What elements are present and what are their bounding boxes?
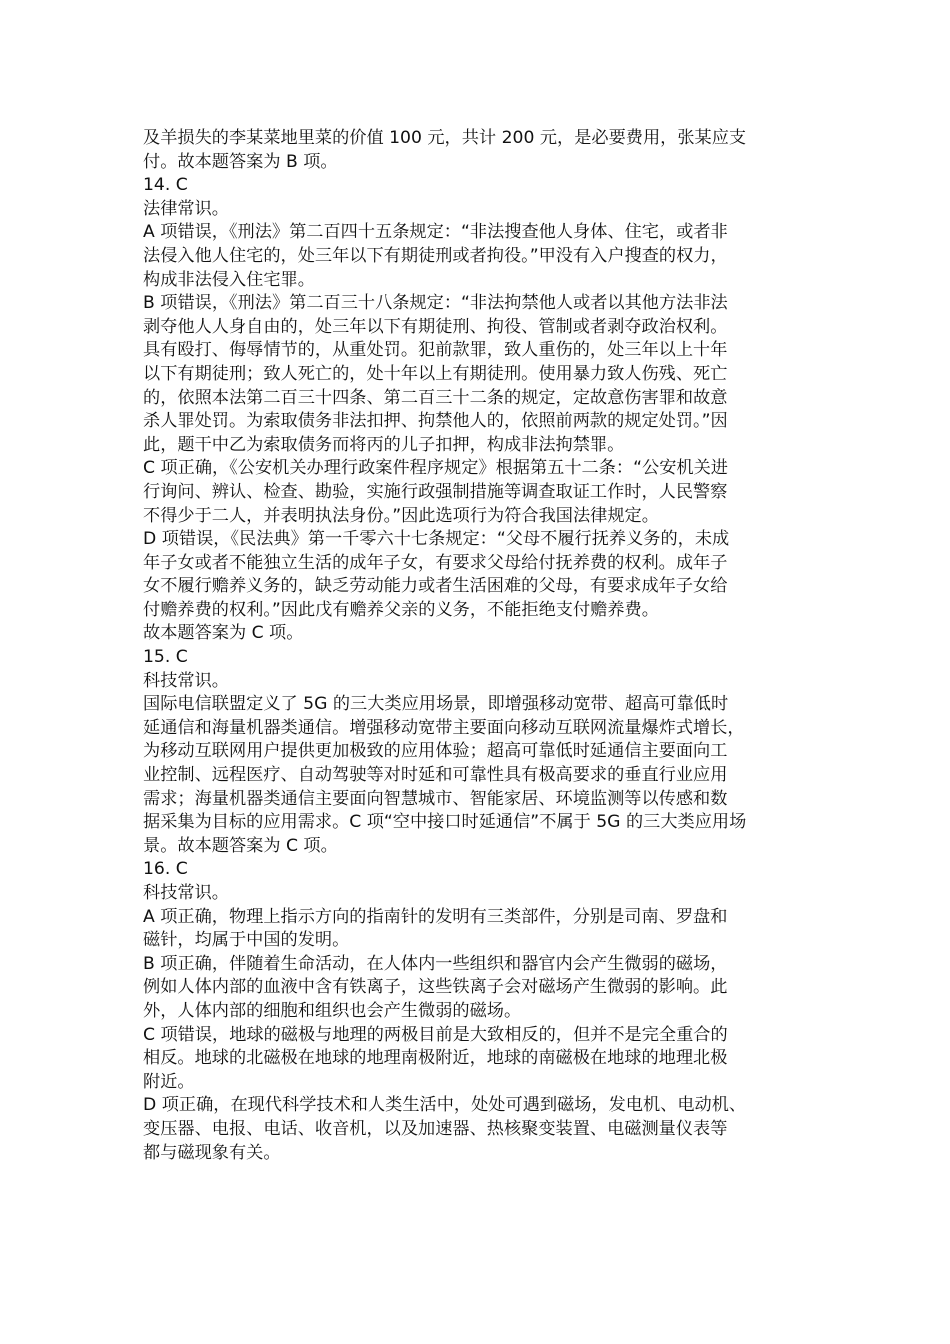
text-line: 科技常识。 (143, 883, 229, 903)
text-line: 延通信和海量机器类通信。增强移动宽带主要面向移动互联网流量爆炸式增长， (143, 717, 745, 738)
text-line: 例如人体内部的血液中含有铁离子，这些铁离子会对磁场产生微弱的影响。此 (143, 977, 728, 998)
text-line: 15. C (143, 647, 188, 668)
text-line: 构成非法侵入住宅罪。 (143, 269, 315, 290)
text-line: 行询问、辨认、检查、勘验，实施行政强制措施等调查取证工作时，人民警察 (143, 481, 728, 502)
text-line: 外，人体内部的细胞和组织也会产生微弱的磁场。 (143, 1000, 522, 1021)
text-line: 杀人罪处罚。为索取债务非法扣押、拘禁他人的，依照前两款的规定处罚。”因 (143, 411, 728, 432)
text-line: 为移动互联网用户提供更加极致的应用体验；超高可靠低时延通信主要面向工 (143, 741, 728, 762)
text-line: A 项错误，《刑法》第二百四十五条规定：“非法搜查他人身体、住宅，或者非 (143, 222, 728, 243)
text-line: 需求；海量机器类通信主要面向智慧城市、智能家居、环境监测等以传感和数 (143, 788, 728, 809)
text-line: 景。故本题答案为 C 项。 (143, 835, 338, 856)
text-line: 及羊损失的李某菜地里菜的价值 100 元，共计 200 元，是必要费用，张某应支 (143, 128, 747, 148)
text-line: C 项错误，地球的磁极与地理的两极目前是大致相反的，但并不是完全重合的 (143, 1024, 728, 1045)
text-line: 以下有期徒刑；致人死亡的，处十年以上有期徒刑。使用暴力致人伤残、死亡 (143, 363, 728, 384)
text-line: 磁针，均属于中国的发明。 (143, 930, 350, 951)
text-line: 的，依照本法第二百三十四条、第二百三十二条的规定，定故意伤害罪和故意 (143, 387, 728, 408)
answer-explanation-text (143, 127, 811, 1165)
text-line: 具有殴打、侮辱情节的，从重处罚。犯前款罪，致人重伤的，处三年以上十年 (143, 340, 728, 361)
text-line: C 项正确，《公安机关办理行政案件程序规定》根据第五十二条：“公安机关进 (143, 458, 728, 479)
text-line: 国际电信联盟定义了 5G 的三大类应用场景，即增强移动宽带、超高可靠低时 (143, 694, 729, 715)
text-line: A 项正确，物理上指示方向的指南针的发明有三类部件，分别是司南、罗盘和 (143, 906, 728, 927)
text-line: 附近。 (143, 1071, 195, 1092)
text-line: 14. C (143, 175, 188, 196)
text-line: 16. C (143, 859, 188, 880)
text-line: D 项正确，在现代科学技术和人类生活中，处处可遇到磁场，发电机、电动机、 (143, 1095, 747, 1116)
text-line: 不得少于二人，并表明执法身份。”因此选项行为符合我国法律规定。 (143, 505, 659, 526)
text-line: 付赡养费的权利。”因此戊有赡养父亲的义务，不能拒绝支付赡养费。 (143, 599, 659, 620)
text-line: 此，题干中乙为索取债务而将丙的儿子扣押，构成非法拘禁罪。 (143, 434, 625, 455)
text-line: 据采集为目标的应用需求。C 项“空中接口时延通信”不属于 5G 的三大类应用场 (143, 812, 747, 833)
text-line: 年子女或者不能独立生活的成年子女，有要求父母给付抚养费的权利。成年子 (143, 552, 728, 573)
text-line: 付。故本题答案为 B 项。 (143, 151, 338, 172)
text-line: 都与磁现象有关。 (143, 1142, 281, 1163)
text-line: 业控制、远程医疗、自动驾驶等对时延和可靠性具有极高要求的垂直行业应用 (143, 765, 728, 786)
text-line: D 项错误，《民法典》第一千零六十七条规定：“父母不履行抚养义务的，未成 (143, 529, 730, 550)
text-line: B 项错误，《刑法》第二百三十八条规定：“非法拘禁他人或者以其他方法非法 (143, 293, 728, 314)
text-line: 故本题答案为 C 项。 (143, 623, 304, 644)
text-line: 相反。地球的北磁极在地球的地理南极附近，地球的南磁极在地球的地理北极 (143, 1048, 728, 1069)
text-line: 法侵入他人住宅的，处三年以下有期徒刑或者拘役。”甲没有入户搜查的权力， (143, 245, 728, 266)
text-line: 女不履行赡养义务的，缺乏劳动能力或者生活困难的父母，有要求成年子女给 (143, 576, 728, 597)
text-line: 剥夺他人人身自由的，处三年以下有期徒刑、拘役、管制或者剥夺政治权利。 (143, 316, 728, 337)
text-line: B 项正确，伴随着生命活动，在人体内一些组织和器官内会产生微弱的磁场， (143, 953, 728, 974)
text-line: 科技常识。 (143, 670, 229, 691)
text-line: 变压器、电报、电话、收音机，以及加速器、热核聚变装置、电磁测量仪表等 (143, 1118, 728, 1139)
text-line: 法律常识。 (143, 198, 229, 219)
